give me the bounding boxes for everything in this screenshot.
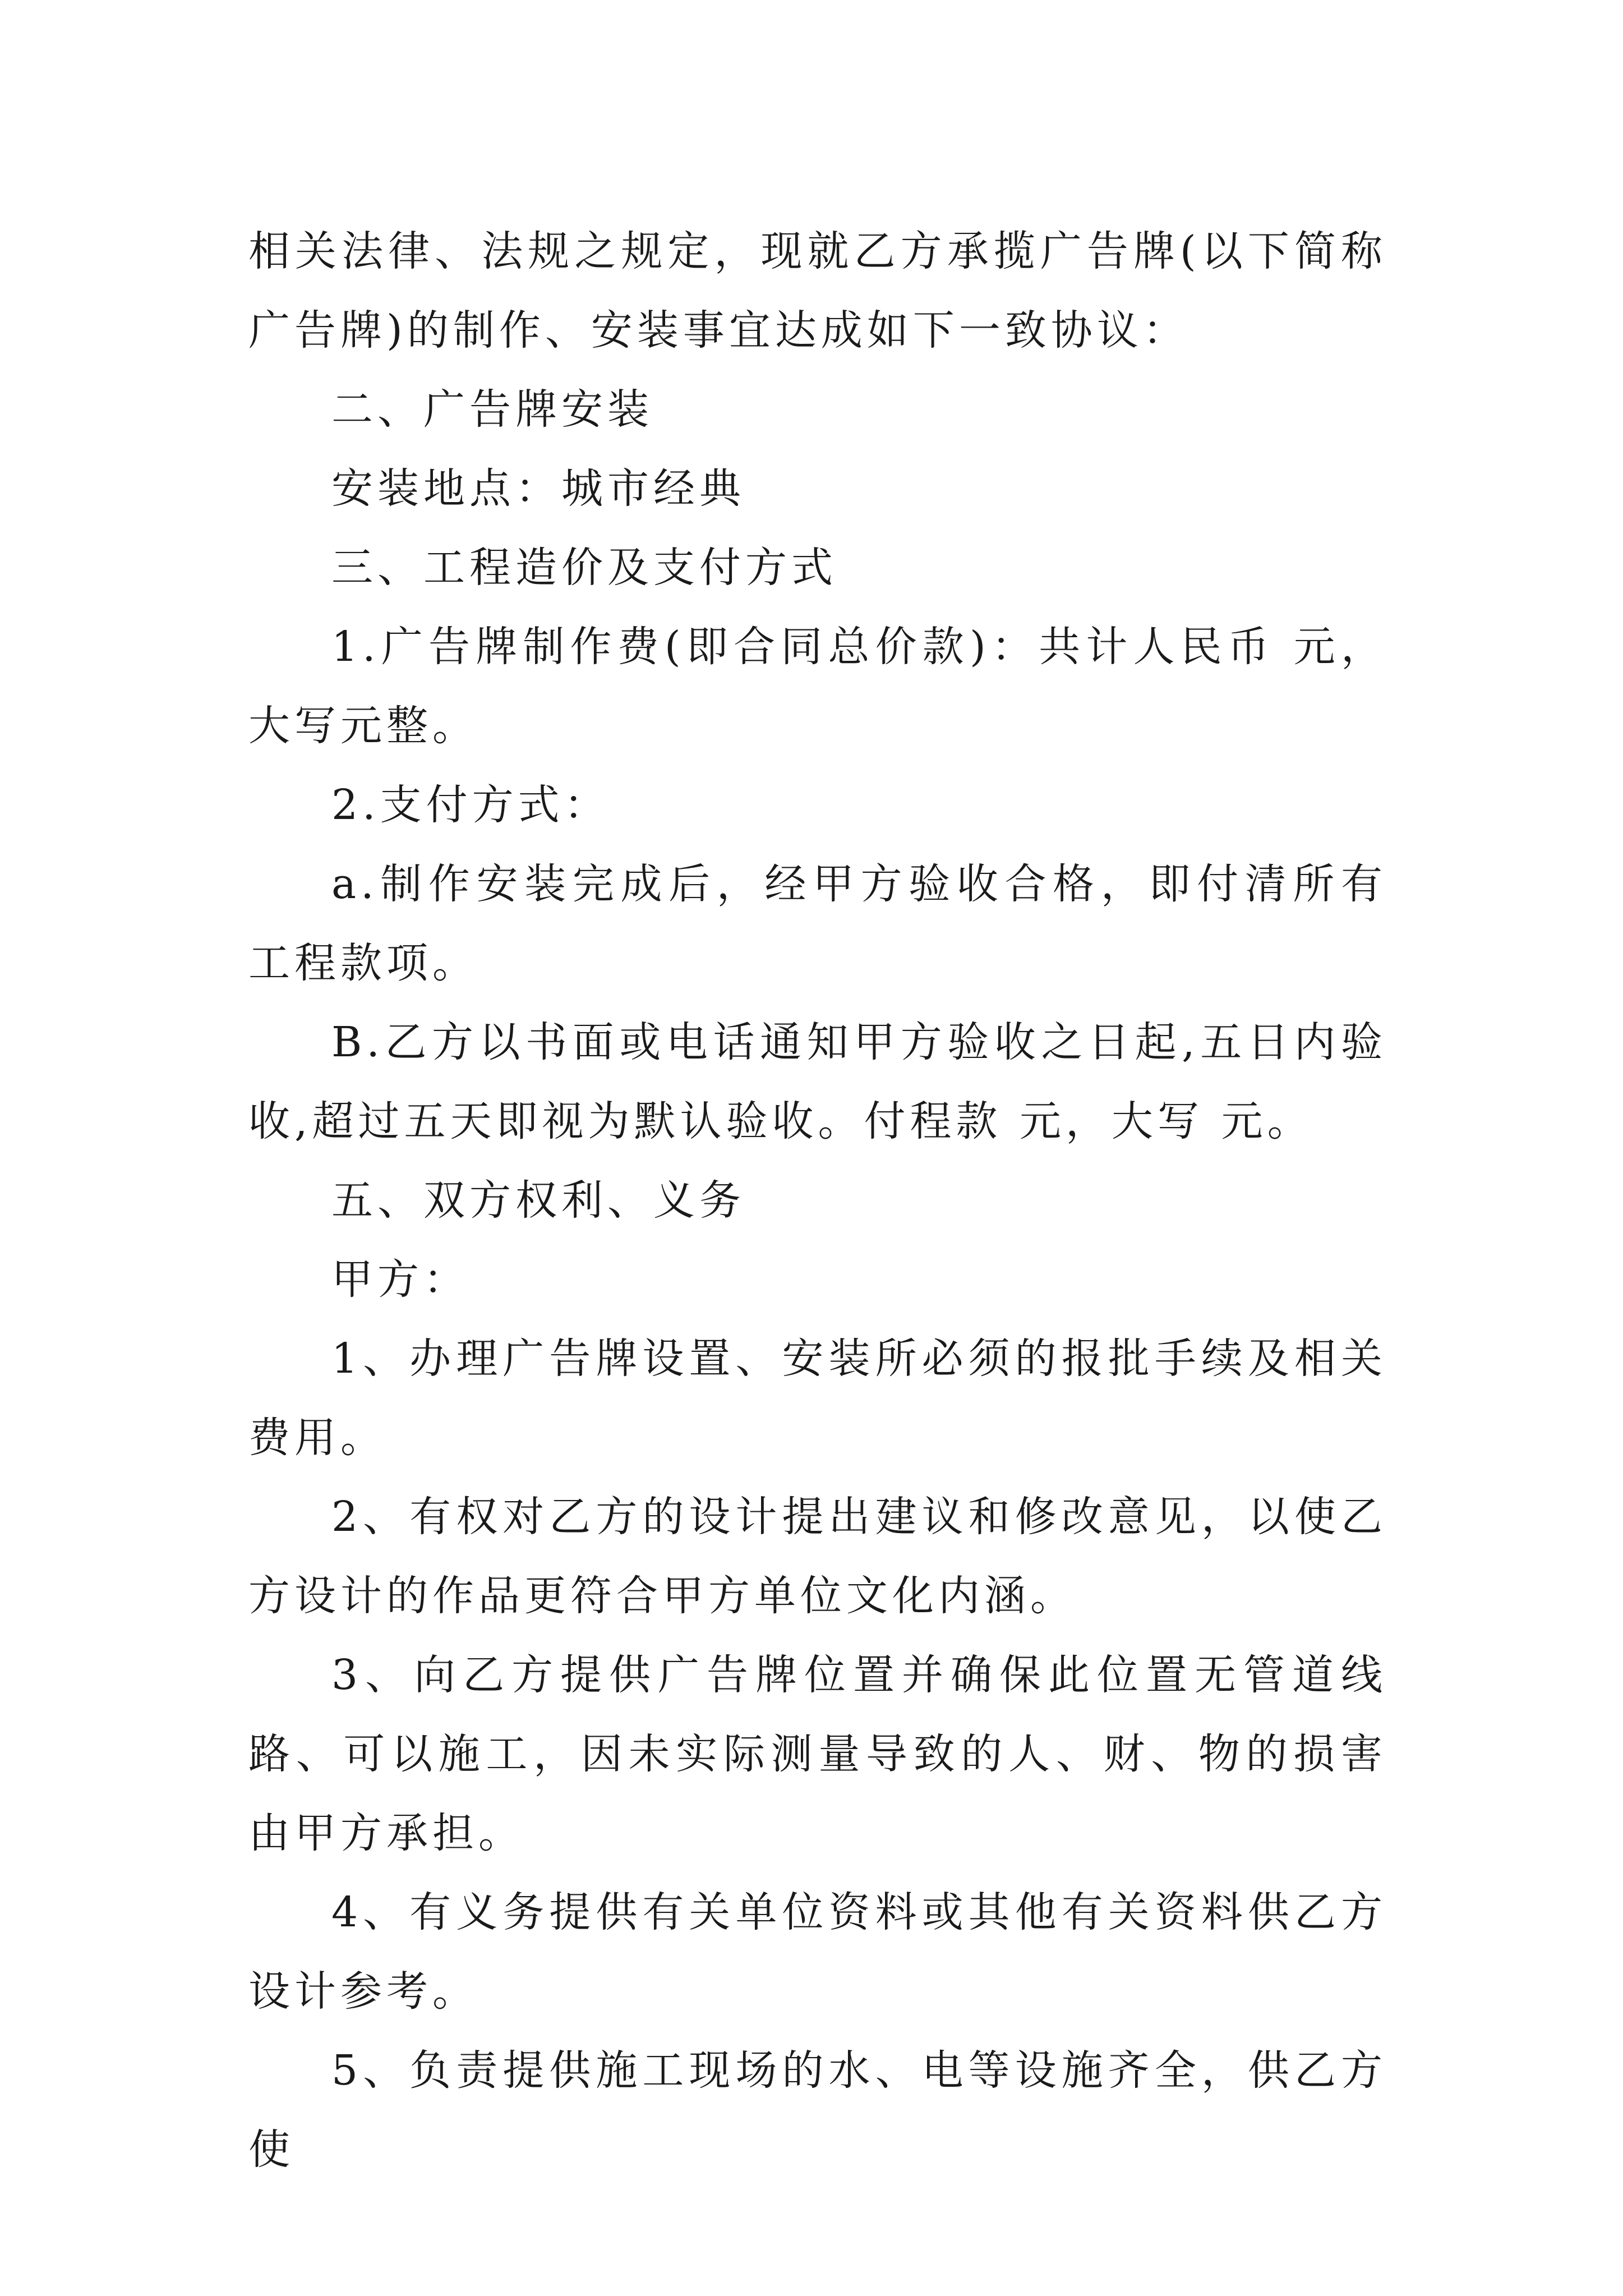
paragraph: 1.广告牌制作费(即合同总价款)：共计人民币 元，大写元整。 — [248, 623, 1387, 750]
paragraph: 4、有义务提供有关单位资料或其他有关资料供乙方设计参考。 — [248, 1888, 1387, 2016]
section-heading: 五、双方权利、义务 — [331, 1176, 745, 1225]
paragraph: a.制作安装完成后，经甲方验收合格，即付清所有工程款项。 — [248, 860, 1387, 987]
paragraph: 2.支付方式： — [331, 781, 610, 829]
paragraph: 相关法律、法规之规定，现就乙方承揽广告牌(以下简称广告牌)的制作、安装事宜达成如下一致协议： — [248, 227, 1387, 355]
paragraph: B.乙方以书面或电话通知甲方验收之日起,五日内验收,超过五天即视为默认验收。付程款 元，大写 元。 — [248, 1018, 1387, 1145]
document-body — [248, 212, 1387, 2189]
paragraph: 3、向乙方提供广告牌位置并确保此位置无管道线路、可以施工，因未实际测量导致的人、财、物的损害由甲方承担。 — [248, 1651, 1387, 1857]
paragraph: 甲方： — [331, 1255, 469, 1304]
paragraph: 2、有权对乙方的设计提出建议和修改意见，以使乙方设计的作品更符合甲方单位文化内涵。 — [248, 1493, 1387, 1620]
section-heading: 三、工程造价及支付方式 — [331, 544, 837, 592]
paragraph: 安装地点：城市经典 — [331, 464, 745, 513]
paragraph: 5、负责提供施工现场的水、电等设施齐全，供乙方使 — [248, 2046, 1387, 2174]
paragraph: 1、办理广告牌设置、安装所必须的报批手续及相关费用。 — [248, 1335, 1387, 1462]
section-heading: 二、广告牌安装 — [331, 385, 653, 434]
